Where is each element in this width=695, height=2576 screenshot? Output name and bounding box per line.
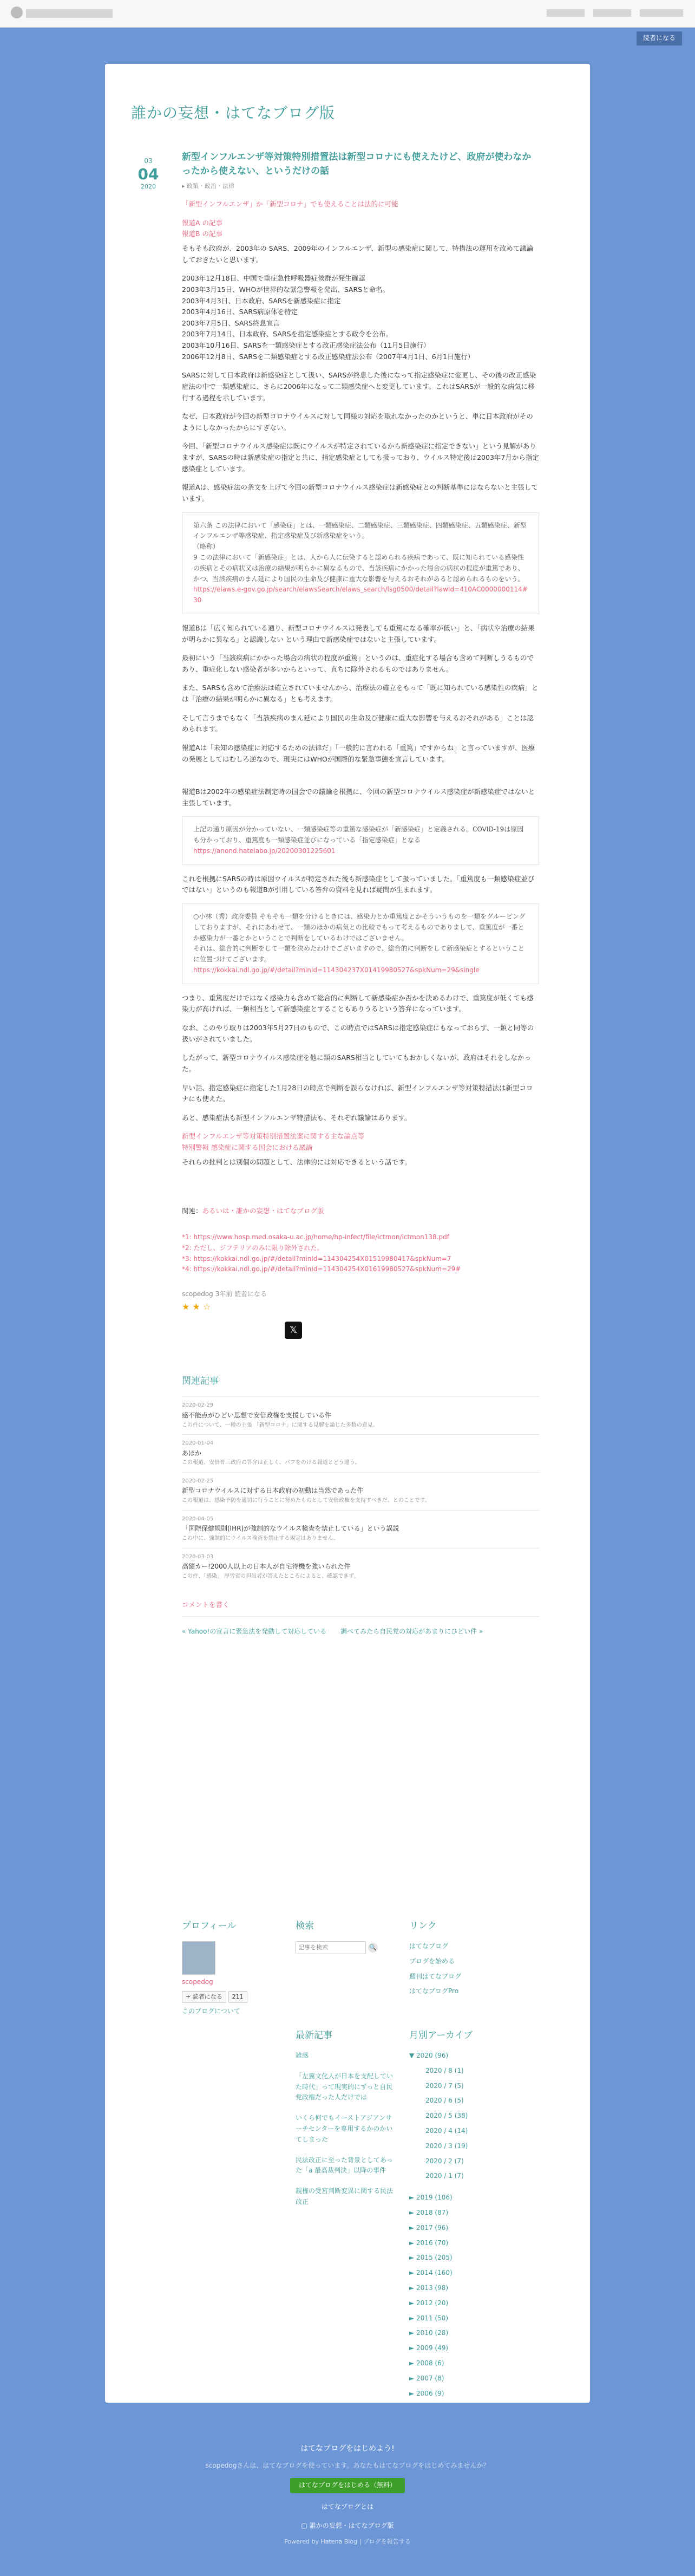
search-heading: 検索 — [296, 1921, 314, 1931]
timeline-list — [182, 273, 539, 362]
sidebar-archive — [409, 2028, 512, 2403]
archive-year[interactable]: ► 2013 (98) — [409, 2284, 449, 2292]
sidebar-recent — [296, 2028, 393, 2217]
entry-categories — [182, 181, 539, 191]
related-excerpt: この件について、一種の主張 「新型コロナ」に関する見解を論じた多数の意見。 — [182, 1422, 378, 1428]
sidebar-link[interactable]: はてなブログPro — [409, 1987, 459, 1995]
related-excerpt: この中に、強制的にウイルス検査を禁止する規定はありません。 — [182, 1536, 339, 1542]
recent-entry-link[interactable]: 雑感 — [296, 2052, 309, 2060]
entry-date-month: 03 — [144, 157, 153, 165]
related-title[interactable]: 「国際保健規則(IHR)が強制的なウイルス検査を禁止している」という誤説 — [182, 1525, 399, 1533]
archive-year[interactable]: ► 2014 (160) — [409, 2269, 453, 2277]
blog-favicon-icon: ▢ — [301, 2522, 310, 2530]
footnotes — [182, 1232, 539, 1275]
about-blog-link[interactable]: このブログについて — [182, 2007, 240, 2015]
entry-paragraph: あと、感染症法も新型インフルエンザ特措法も、それぞれ議論はあります。 — [182, 1113, 411, 1122]
quote-text: 上記の通り原因が分かっていない、一類感染症等の重篤な感染症が「新感染症」と定義される。COVID-19は原因も分かっており、重篤度も一類感染症並びになっている「指定感染症」となる — [193, 825, 524, 844]
related-entry-link[interactable]: あるいは・誰かの妄想・はてなブログ版 — [202, 1207, 324, 1215]
pager-next-link[interactable]: 調べてみたら自民党の対応があまりにひどい件 » — [340, 1627, 483, 1635]
archive-year[interactable]: ► 2009 (49) — [409, 2344, 449, 2352]
archive-month[interactable]: 2020 / 1 (7) — [425, 2172, 464, 2180]
entry-paragraph: そもそも政府が、2003年の SARS、2009年のインフルエンザ、新型の感染症に関して、特措法の運用を改めて議論しておきたいと思います。 — [182, 244, 534, 264]
related-item[interactable] — [182, 1396, 539, 1434]
footer-title: はてなブログをはじめよう! — [300, 2444, 395, 2453]
timeline-item: 2003年4月16日、SARS病原体を特定 — [182, 308, 298, 316]
x-share-icon[interactable]: 𝕏 — [285, 1322, 302, 1339]
category-link[interactable]: 政策・政治・法律 — [187, 183, 235, 190]
sidebar-link[interactable]: ブログを始める — [409, 1957, 455, 1965]
quote-source-link[interactable]: https://anond.hatelabo.jp/20200301225601 — [193, 847, 336, 855]
entry-paragraph: 最初にいう「当該疾病にかかった場合の病状の程度が重篤」というのは、重症化する場合も含めて判断しうるものであり、重症化しない感染者が多いからといって、直ちに除外されるものではありません。 — [182, 654, 534, 673]
related-date: 2020-04-05 — [182, 1515, 214, 1522]
quote-source-link[interactable]: https://elaws.e-gov.go.jp/search/elawsSearch/elaws_search/lsg0500/detail?lawId=410AC0000000114#30 — [193, 586, 528, 604]
subscribe-button[interactable]: 読者になる — [637, 31, 682, 45]
related-date: 2020-03-03 — [182, 1553, 214, 1560]
archive-year[interactable]: ► 2016 (70) — [409, 2239, 449, 2247]
archive-year[interactable]: ► 2015 (205) — [409, 2254, 453, 2262]
footnote[interactable]: *4: https://kokkai.ndl.go.jp/#/detail?minId=114304254X01619980527&spkNum=29# — [182, 1265, 461, 1273]
timeline-item: 2003年12月18日、中国で重症急性呼吸器症候群が発生確認 — [182, 274, 365, 283]
archive-year-expanded[interactable]: ▼ 2020 (96) — [409, 2052, 449, 2060]
profile-subscribe-button[interactable] — [182, 1991, 226, 2003]
avatar[interactable] — [182, 1941, 215, 1975]
write-comment-link[interactable]: コメントを書く — [182, 1599, 539, 1617]
blockquote — [182, 816, 539, 864]
related-title[interactable]: あほか — [182, 1449, 202, 1457]
sidebar-link[interactable]: 週刊はてなブログ — [409, 1972, 462, 1980]
footnote: *2: ただし、ジフテリアのみに限り除外された。 — [182, 1244, 324, 1252]
search-icon[interactable]: 🔍 — [368, 1943, 378, 1953]
profile-heading: プロフィール — [182, 1921, 237, 1931]
recent-entry-link[interactable]: 「左翼文化人が日本を支配していた時代」って現実的にずっと自民党政権だった人だけでは — [296, 2072, 394, 2102]
hatena-blog-logo[interactable] — [26, 9, 113, 18]
entry-paragraph: なお、このやり取りは2003年5月27日のもので、この時点ではSARSは指定感染症にもなっておらず、一類と同等の扱いがされていました。 — [182, 1024, 534, 1043]
entry-footer — [182, 1289, 539, 1314]
recent-heading: 最新記事 — [296, 2030, 332, 2041]
entry-paragraph: 早い話、指定感染症に指定した1月28日の時点で判断を誤らなければ、新型インフルエンザ等対策特措法は新型コロナにも使えた。 — [182, 1083, 533, 1103]
related-entry-line — [182, 1206, 539, 1217]
related-excerpt: この報道、安倍晋三政府の答弁は正しく、パフをのける報道とどう違う。 — [182, 1460, 360, 1466]
pager-prev-link[interactable]: « Yahoo!の宣言に緊急法を発動して対応している — [182, 1627, 327, 1635]
related-label: 関連： — [182, 1207, 202, 1215]
entry-date-day: 04 — [137, 165, 159, 183]
profile-username[interactable]: scopedog — [182, 1978, 213, 1986]
entry-paragraph: 報道Bは2002年の感染症法制定時の国会での議論を根拠に、今回の新型コロナウイルス感染症が新感染症ではないと主張しています。 — [182, 788, 535, 807]
archive-month[interactable]: 2020 / 8 (1) — [425, 2066, 464, 2074]
archive-year[interactable]: ► 2018 (87) — [409, 2209, 449, 2217]
links-heading: リンク — [409, 1921, 437, 1931]
entry-paragraph: したがって、新型コロナウイルス感染症を他に類のSARS相当としていてもおかしくないが、政府はそれをしなかった。 — [182, 1053, 531, 1073]
entry-author-meta[interactable]: scopedog 3年前 読者になる — [182, 1290, 267, 1298]
archive-month[interactable]: 2020 / 5 (38) — [425, 2112, 468, 2120]
related-excerpt: この件、「感染」 厚労省の担当者が答えたところによると、確認できず。 — [182, 1573, 359, 1579]
powered-by[interactable]: Powered by Hatena Blog | ブログを報告する — [284, 2538, 411, 2546]
archive-year[interactable]: ► 2017 (96) — [409, 2223, 449, 2232]
archive-month[interactable]: 2020 / 6 (5) — [425, 2097, 464, 2105]
archive-year[interactable]: ► 2007 (8) — [409, 2374, 444, 2382]
entry-paragraph: そして言うまでもなく「当該疾病のまん延により国民の生命及び健康に重大な影響を与えるおそれがある」ことは認められます。 — [182, 713, 534, 733]
footnote[interactable]: *3: https://kokkai.ndl.go.jp/#/detail?minId=114304254X01519980417&spkNum=7 — [182, 1254, 451, 1263]
entry-paragraph: SARSに対して日本政府は新感染症として扱い、SARSが終息した後になって指定感染症に変更し、その後の改正感染症法の中で一類感染症に、さらに2006年になって二類感染症へと変更しています。これはSARSが一般的な病気に移行する過程を示しています。 — [182, 371, 536, 402]
page-footer — [0, 2443, 695, 2547]
header-menu-item[interactable] — [640, 9, 683, 17]
entry-intro: 「新型インフルエンザ」か「新型コロナ」でも使えることは法的に可能 — [182, 200, 398, 209]
entry-paragraph: なぜ、日本政府が今回の新型コロナウイルスに対して同様の対応を取れなかったのかというと、単に日本政府がそのようにしなかったからにすぎない。 — [182, 412, 533, 432]
subscribe-label: 読者になる — [192, 1993, 222, 2000]
related-item[interactable] — [182, 1510, 539, 1548]
reference-link[interactable]: 新型インフルエンザ等対策特別措置法案に関する主な論点等 — [182, 1132, 365, 1141]
entry-article — [182, 151, 539, 1637]
entry-paragraph: 報道Bは「広く知られている通り、新型コロナウイルスは発表しても重篤になる確率が低い」と、「病状や治療の結果が明らかに異なる」と認識しない という理由で新感染症ではないと主張しています。 — [182, 623, 535, 643]
entry-paragraph: 報道Aは「未知の感染症に対応するための法律だ」「一般的に言われる「重篤」ですからね」と言っていますが、医療の発展としてはむしろ逆なので、現実にはWHOが国際的な緊急事態を宣言しています。 — [182, 743, 535, 763]
archive-month[interactable]: 2020 / 4 (14) — [425, 2127, 468, 2135]
timeline-item: 2003年7月14日、日本政府、SARSを指定感染症とする政令を公布。 — [182, 330, 393, 339]
related-date: 2020-02-25 — [182, 1478, 214, 1484]
related-title[interactable]: 感不能点がひどい思想で安倍政権を支援している件 — [182, 1411, 332, 1419]
quote-text: 第六条 この法律において「感染症」とは、一類感染症、二類感染症、三類感染症、四類感染症、五類感染症、新型インフルエンザ等感染症、指定感染症及び新感染症をいう。 （略称） 9 この法律において「新感染症」とは、人から人に伝染すると認められる疾病であって、既に知られている感染性の疾病とその病状又は治療の結果が明らかに異なるもので、当該疾病にかかった場合の病状の程度が重篤であり、かつ、当該疾病のまん延により国民の生命及び健康に重大な影響を与えるおそれがあると認められるものをいう。 — [193, 521, 527, 583]
recent-entry-link[interactable]: 親権の受宮判断変異に関する民法改正 — [296, 2187, 394, 2206]
plus-icon: + — [186, 1993, 193, 2000]
star-icons[interactable]: ★ ★ ☆ — [182, 1301, 211, 1312]
recent-entry-link[interactable]: 民法改正に至った背景としてあった「a 最高裁判決」以降の事件 — [296, 2156, 393, 2175]
archive-month[interactable]: 2020 / 7 (5) — [425, 2081, 464, 2090]
quote-source-link[interactable]: https://kokkai.ndl.go.jp/#/detail?minId=114304237X01419980527&spkNum=29&single — [193, 966, 480, 974]
blog-title[interactable]: 誰かの妄想・はてなブログ版 — [131, 104, 336, 122]
archive-heading: 月別アーカイブ — [409, 2030, 473, 2041]
archive-year[interactable]: ► 2019 (106) — [409, 2194, 453, 2202]
blog-container — [105, 64, 590, 2403]
related-item[interactable] — [182, 1472, 539, 1510]
related-title[interactable]: 高額カー!2000人以上の日本人が自宅待機を強いられた件 — [182, 1563, 351, 1571]
source-link-b[interactable]: 報道B の記事 — [182, 230, 223, 238]
timeline-item: 2006年12月8日、SARSを二類感染症とする改正感染症法公布（2007年4月1日、6月1日施行） — [182, 352, 475, 361]
sidebar-search — [296, 1918, 393, 1954]
sidebar-link[interactable]: はてなブログ — [409, 1942, 449, 1950]
sidebar-links — [409, 1918, 512, 2001]
tag-icon: ▸ — [182, 183, 187, 190]
entry-paragraph: また、SARSも含めて治療法は確立されていませんから、治療法の確立をもって「既に知られている感染性の疾病」とは「治療の結果が明らかに異なる」とも考えます。 — [182, 684, 539, 704]
archive-month[interactable]: 2020 / 2 (7) — [425, 2157, 464, 2165]
header-menu-item[interactable] — [547, 9, 585, 17]
entry-pager — [182, 1627, 539, 1637]
related-item[interactable] — [182, 1434, 539, 1472]
header-menu-item[interactable] — [593, 9, 631, 17]
entry-paragraph: 今回、「新型コロナウイルス感染症は既にウイルスが特定されているから新感染症に指定できない」という見解がありますが、SARSの時は新感染症の指定と共に、指定感染症としても扱っており、ウイルス特定後は2003年7月から指定感染症としています。 — [182, 442, 539, 473]
footer-blog-name-text: 誰かの妄想・はてなブログ版 — [309, 2522, 394, 2530]
archive-year[interactable]: ► 2006 (9) — [409, 2389, 444, 2397]
related-title[interactable]: 新型コロナウイルスに対する日本政府の初動は当然であった件 — [182, 1487, 364, 1495]
timeline-item: 2003年10月16日、SARSを一類感染症とする改正感染症法公布（11月5日施行） — [182, 341, 430, 350]
archive-year[interactable]: ► 2008 (6) — [409, 2359, 444, 2367]
related-date: 2020-02-29 — [182, 1402, 214, 1409]
blockquote — [182, 903, 539, 984]
related-date: 2020-01-04 — [182, 1440, 214, 1447]
footer-description: scopedogさんは、はてなブログを使っています。あなたもはてなブログをはじめてみませんか？ — [205, 2462, 490, 2470]
entry-paragraph: これを根拠にSARSの時は原因ウイルスが特定された後も新感染症として扱っていました。「重篤度も一類感染症並びではない」というのも報道Bが引用している答弁の資料を見れば疑問が生まれます。 — [182, 874, 535, 894]
blockquote — [182, 512, 539, 614]
timeline-item: 2003年3月15日、WHOが世界的な緊急警報を発出、SARSと命名。 — [182, 285, 390, 294]
footer-blog-name[interactable] — [0, 2521, 695, 2532]
entry-paragraph: つまり、重篤度だけではなく感染力も含めて総合的に判断して新感染症か否かを決めるわけで、重篤度が低くても感染力が高ければ、一類相当として新感染症とすることもありうるという答弁になっています。 — [182, 993, 534, 1013]
start-blog-button[interactable]: はてなブログをはじめる（無料） — [290, 2478, 405, 2493]
reference-link[interactable]: 特別警報 感染症に関する国会における議論 — [182, 1143, 313, 1152]
hatena-logo-icon[interactable] — [11, 6, 23, 18]
entry-date-year: 2020 — [141, 183, 156, 190]
archive-month[interactable]: 2020 / 3 (19) — [425, 2142, 468, 2150]
related-excerpt: この報道は、感染予防を適切に行うことに努めたものとして安倍政権を支持すべきだ、とのことです。 — [182, 1498, 430, 1504]
related-item[interactable] — [182, 1548, 539, 1586]
search-input[interactable] — [296, 1941, 366, 1954]
related-list — [182, 1396, 539, 1585]
timeline-item: 2003年7月5日、SARS終息宣言 — [182, 318, 280, 327]
footnote[interactable]: *1: https://www.hosp.med.osaka-u.ac.jp/home/hp-infect/file/ictmon/ictmon138.pdf — [182, 1233, 449, 1241]
quote-text: ○小林（秀）政府委員 そもそも一類を分けるときには、感染力とか重篤度とかそういうものを一類をグルーピングしておりますが、それにあわせて、一類のほかの病気との比較でもって考えるものでありまして、重篤度が一番とか感染力が一番とかということで判断をしているわけではございません。 それは、総合的に判断をして一類を決めたわけでございますので、総合的に判断をして新感染症とするということに位置づけてございます。 — [193, 913, 526, 964]
global-header — [0, 0, 695, 28]
archive-year[interactable]: ► 2011 (50) — [409, 2314, 449, 2322]
subscriber-count: 211 — [228, 1991, 247, 2003]
recent-entry-link[interactable]: いくら何でもイーストアジアンサーチセンターを専用するかのかいてしまった — [296, 2114, 393, 2143]
entry-paragraph: それらの批判とは別個の問題として、法律的には対応できるという話です。 — [182, 1157, 411, 1166]
about-hatena-blog-link[interactable]: はてなブログとは — [321, 2502, 374, 2510]
related-heading: 関連記事 — [182, 1376, 219, 1387]
entry-paragraph: 報道Aは、感染症法の条文を上げて今回の新型コロナウイルス感染症は新感染症との判断基準にはならないと主張しています。 — [182, 483, 538, 503]
timeline-item: 2003年4月3日、日本政府、SARSを新感染症に指定 — [182, 296, 341, 305]
archive-year[interactable]: ► 2010 (28) — [409, 2329, 449, 2337]
entry-date — [133, 156, 163, 192]
source-link-a[interactable]: 報道A の記事 — [182, 218, 223, 227]
archive-year[interactable]: ► 2012 (20) — [409, 2299, 449, 2307]
entry-title[interactable]: 新型インフルエンザ等対策特別措置法は新型コロナにも使えたけど、政府が使わなかったから使えない、というだけの話 — [182, 152, 532, 177]
sidebar-profile — [182, 1918, 279, 2017]
